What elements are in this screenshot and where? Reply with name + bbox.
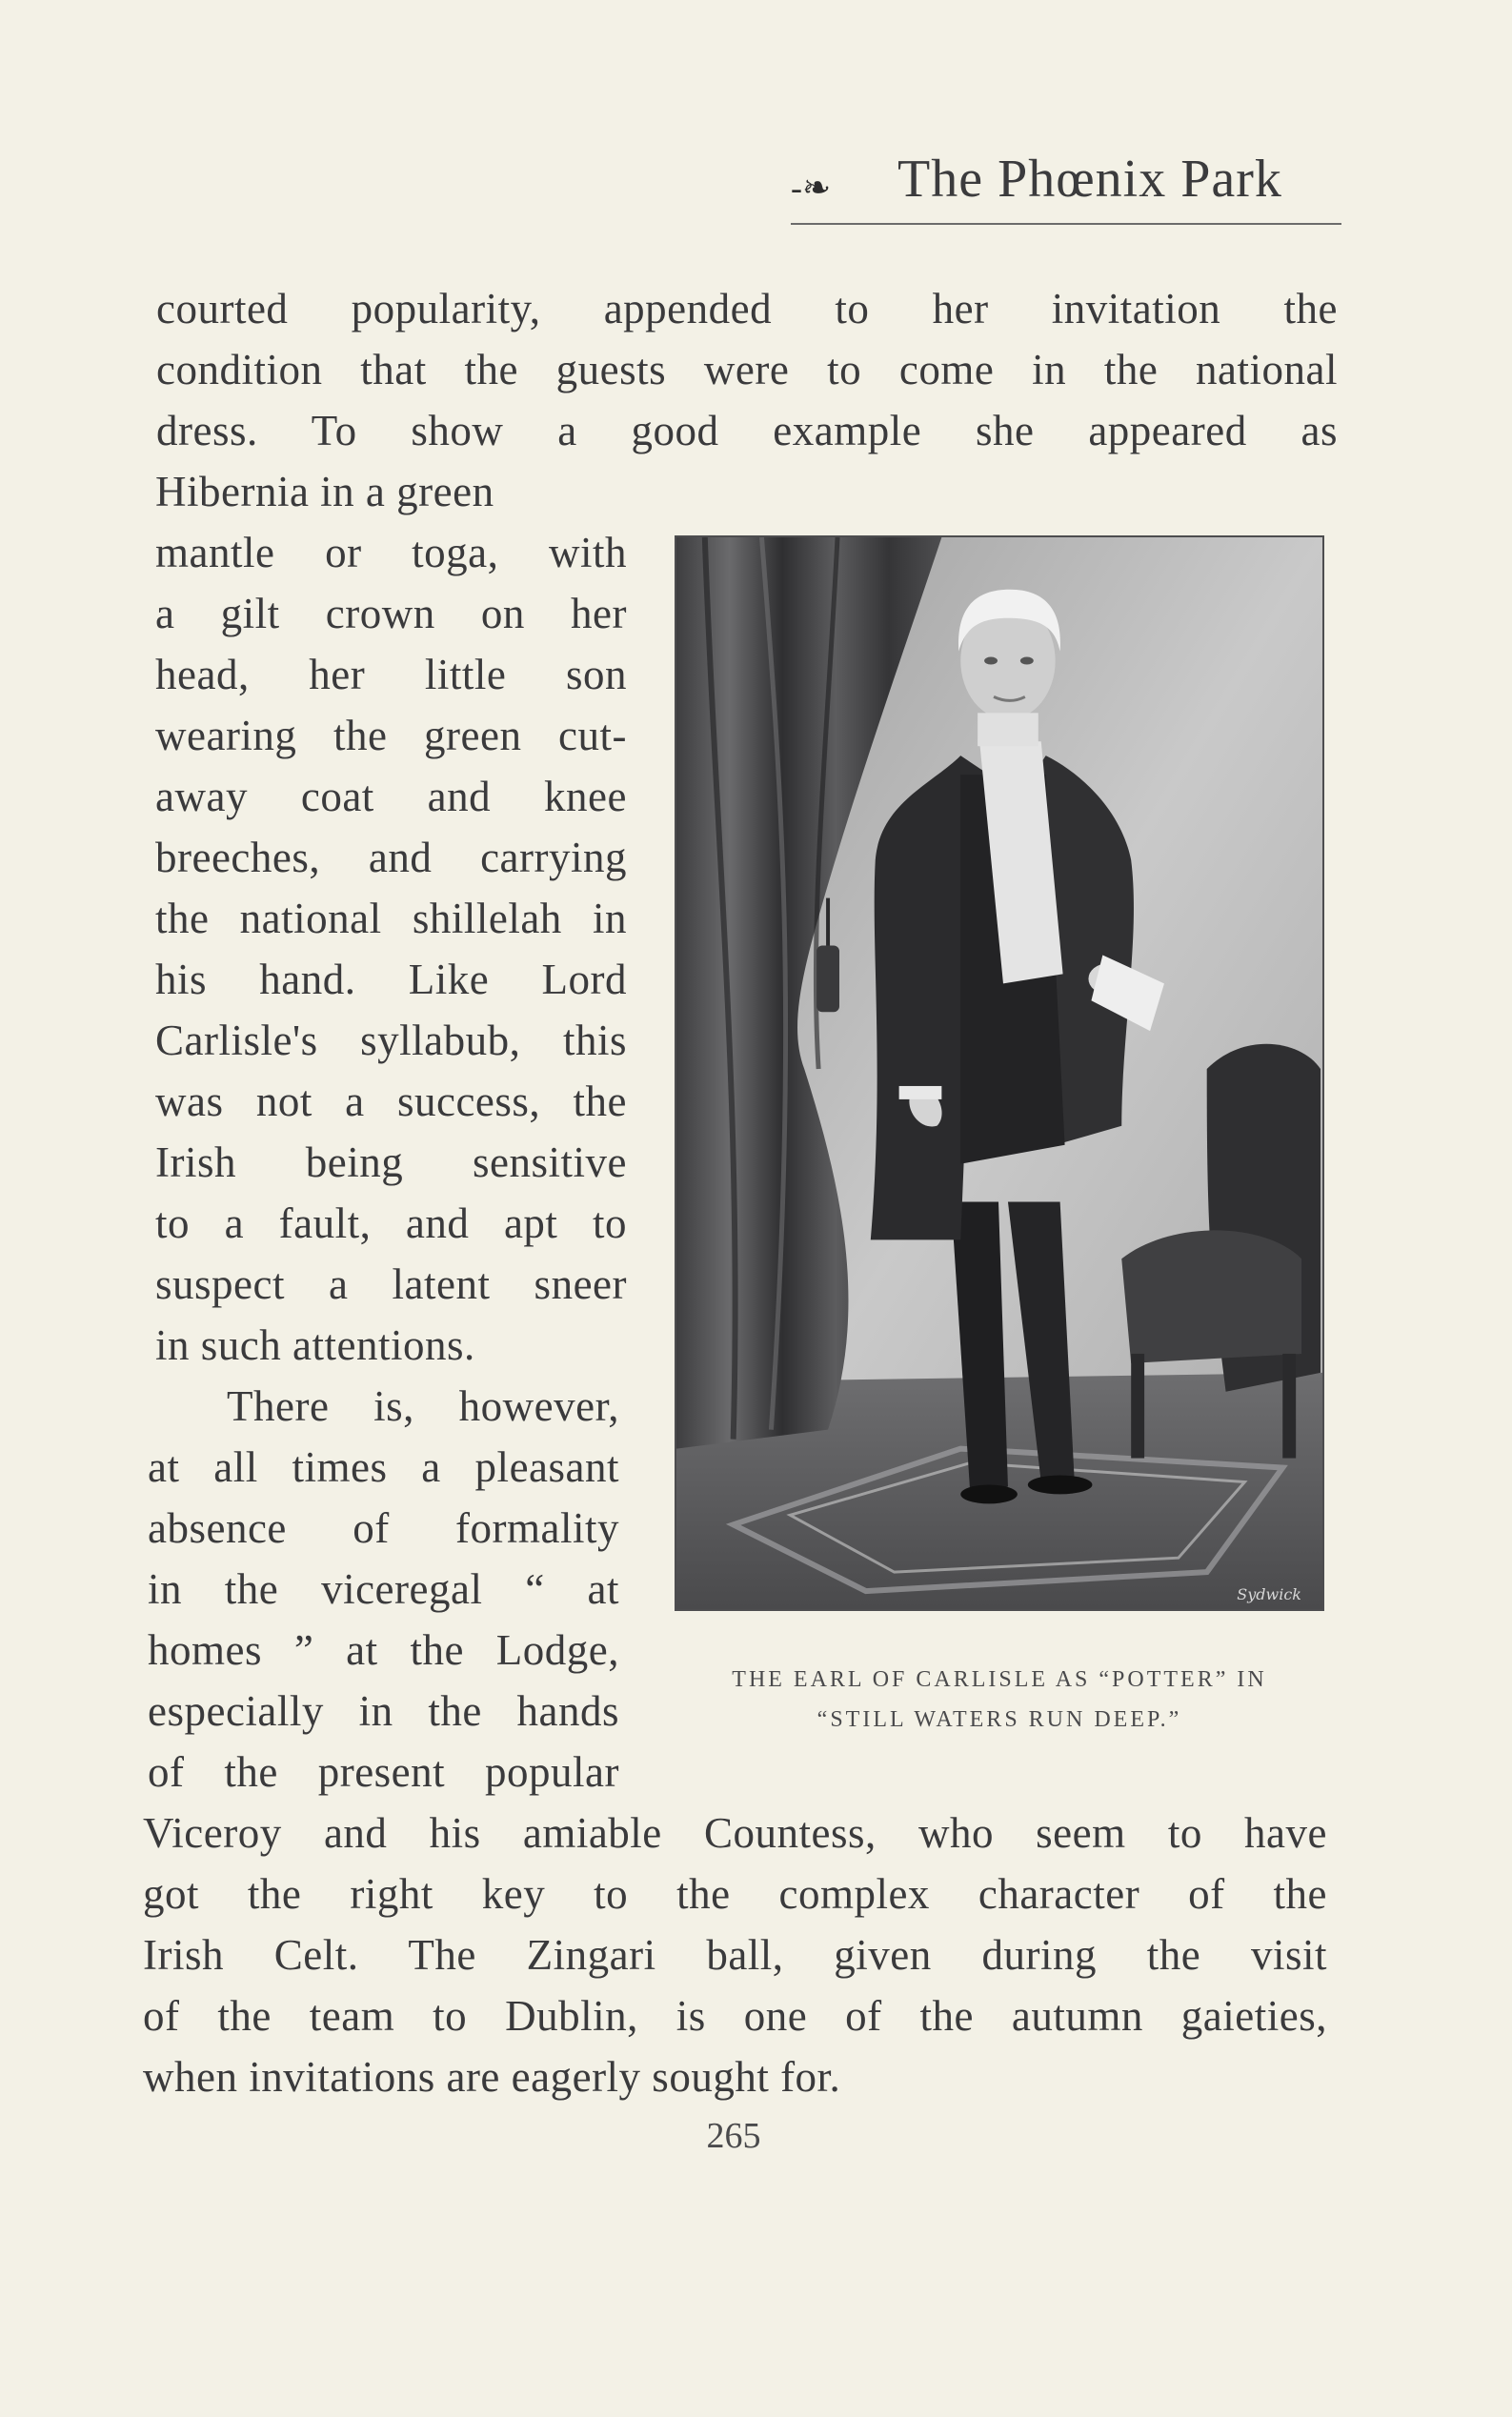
text-line: when invitations are eagerly sought for. bbox=[143, 2053, 841, 2101]
text-line: mantle or toga, with bbox=[155, 529, 627, 576]
text-line: of the present popular bbox=[148, 1748, 619, 1796]
page-number: 265 bbox=[706, 2116, 761, 2156]
figure-caption-line: “STILL WATERS RUN DEEP.” bbox=[816, 1707, 1182, 1732]
paragraph-first-line: There is, however, bbox=[227, 1382, 619, 1430]
text-line: to a fault, and apt to bbox=[155, 1199, 627, 1247]
fleuron-icon: -❧ bbox=[791, 169, 832, 207]
text-line: away coat and knee bbox=[155, 773, 627, 820]
portrait-illustration bbox=[676, 537, 1322, 1609]
text-line: condition that the guests were to come in the national bbox=[156, 346, 1338, 393]
figure-caption-line: THE EARL OF CARLISLE AS “POTTER” IN bbox=[732, 1667, 1267, 1692]
text-line: Viceroy and his amiable Countess, who seem to have bbox=[143, 1809, 1327, 1857]
text-line: Irish Celt. The Zingari ball, given during the visit bbox=[143, 1931, 1327, 1979]
text-line: courted popularity, appended to her invitation the bbox=[156, 285, 1338, 332]
text-line: the national shillelah in bbox=[155, 895, 627, 942]
portrait-photograph bbox=[675, 535, 1324, 1611]
text-line: in such attentions. bbox=[155, 1321, 475, 1369]
text-line: Irish being sensitive bbox=[155, 1138, 627, 1186]
text-line: especially in the hands bbox=[148, 1687, 619, 1735]
running-head bbox=[791, 149, 1341, 225]
text-line: homes ” at the Lodge, bbox=[148, 1626, 619, 1674]
text-line: was not a success, the bbox=[155, 1078, 627, 1125]
text-line: Carlisle's syllabub, this bbox=[155, 1017, 627, 1064]
text-line: Hibernia in a green bbox=[155, 468, 494, 515]
text-line: absence of formality bbox=[148, 1504, 619, 1552]
text-line: of the team to Dublin, is one of the autumn gaieties, bbox=[143, 1992, 1327, 2040]
text-line: breeches, and carrying bbox=[155, 834, 627, 881]
text-line: dress. To show a good example she appeared as bbox=[156, 407, 1338, 454]
text-line: a gilt crown on her bbox=[155, 590, 627, 637]
text-line: wearing the green cut- bbox=[155, 712, 627, 759]
text-line: head, her little son bbox=[155, 651, 627, 698]
text-line: at all times a pleasant bbox=[148, 1443, 619, 1491]
text-line: got the right key to the complex character of the bbox=[143, 1870, 1327, 1918]
running-head-title: The Phœnix Park bbox=[897, 150, 1282, 209]
text-line: in the viceregal “ at bbox=[148, 1565, 619, 1613]
text-line: his hand. Like Lord bbox=[155, 956, 627, 1003]
text-line: suspect a latent sneer bbox=[155, 1260, 627, 1308]
photo-signature: Sydwick bbox=[1237, 1585, 1301, 1603]
